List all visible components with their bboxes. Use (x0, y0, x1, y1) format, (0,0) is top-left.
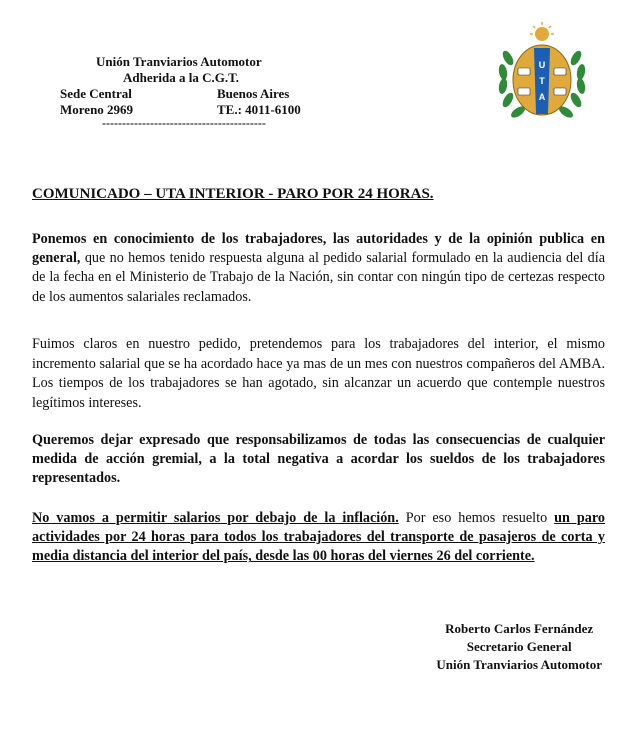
paragraph-4-strike-announcement: un paro actividades por 24 horas para todos los trabajadores del transporte de pasajeros de corta y media distancia del interior del país, desde las 00 horas del viernes 26 del corriente. (32, 510, 605, 565)
signature-block (436, 620, 602, 674)
paragraph-1-bold-intro: Ponemos en conocimiento de los trabajadores, las autoridades y de la opinión publica en general, (32, 231, 605, 267)
paragraph-3: Queremos dejar expresado que responsabilizamos de todas las consecuencias de cualquier medida de acción gremial, a la total negativa a acordar los sueldos de los trabajadores representados. (32, 432, 605, 487)
phone: TE.: 4011-6100 (217, 102, 301, 117)
address: Moreno 2969 (60, 102, 134, 117)
org-affiliation: Adherida a la C.G.T. (123, 70, 240, 85)
sede-label: Sede Central (60, 86, 132, 101)
paragraph-4 (32, 509, 605, 567)
paragraph-4-statement: No vamos a permitir salarios por debajo de la inflación. (32, 510, 399, 526)
paragraph-4-middle: Por eso hemos resuelto (398, 510, 555, 526)
paragraph-1-rest: que no hemos tenido respuesta alguna al pedido salarial formulado en la audiencia del día de la fecha en el Ministerio de Trabajo de la Nación, sin contar con ningún tipo de certezas respecto de los aumentos salariales reclamados. (32, 250, 605, 305)
signature-role: Secretario General (466, 639, 572, 654)
city: Buenos Aires (217, 86, 290, 101)
signature-name: Roberto Carlos Fernández (445, 621, 594, 636)
header-divider: ----------------------------------------- (102, 116, 266, 130)
letterhead (0, 0, 642, 150)
paragraph-2: Fuimos claros en nuestro pedido, pretendemos para los trabajadores del interior, el mismo incremento salarial que se ha acordado hace ya mas de un mes con nuestros compañeros del AMBA. Los tiempos de los trabajadores se han agotado, sin alcanzar un acuerdo que contemple nuestros legítimos intereses. (32, 336, 605, 411)
svg-text:T: T (539, 76, 545, 86)
svg-text:A: A (538, 92, 546, 102)
org-name: Unión Tranviarios Automotor (96, 54, 262, 69)
uta-emblem-icon (494, 22, 590, 128)
svg-text:U: U (538, 60, 546, 70)
document-title: COMUNICADO – UTA INTERIOR - PARO POR 24 HORAS. (32, 186, 434, 202)
signature-org: Unión Tranviarios Automotor (436, 657, 602, 672)
paragraph-1 (32, 230, 605, 307)
